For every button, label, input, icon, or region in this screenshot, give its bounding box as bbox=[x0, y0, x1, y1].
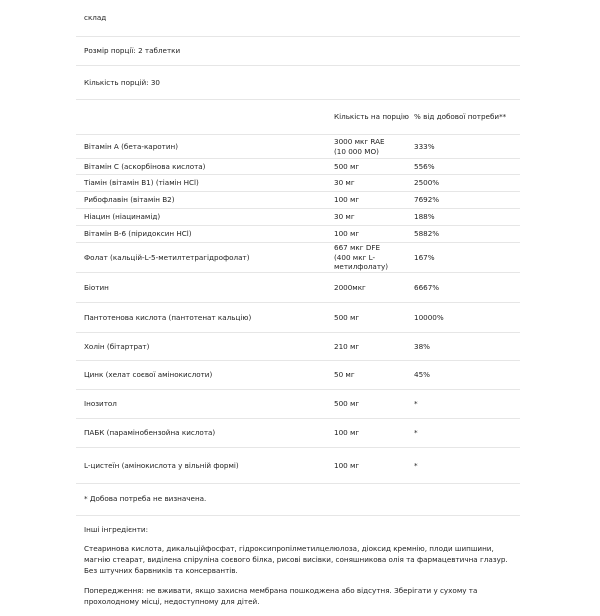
table-row bbox=[76, 192, 520, 209]
table-header-row bbox=[76, 100, 520, 135]
daily-value-cell: 38% bbox=[414, 333, 520, 361]
table-row bbox=[76, 361, 520, 390]
table-row bbox=[76, 303, 520, 333]
table-row bbox=[76, 209, 520, 226]
amount-cell: 100 мг bbox=[334, 192, 414, 209]
daily-value-cell: 333% bbox=[414, 135, 520, 159]
composition-text: склад bbox=[84, 13, 107, 23]
nutrient-name-cell: Тіамін (вітамін В1) (тіамін HCl) bbox=[76, 175, 334, 192]
amount-cell: 3000 мкг RAE (10 000 МО) bbox=[334, 135, 414, 159]
table-row bbox=[76, 159, 520, 175]
nutrient-name-cell: Холін (бітартрат) bbox=[76, 333, 334, 361]
table-row bbox=[76, 448, 520, 483]
table-row bbox=[76, 390, 520, 419]
amount-cell: 2000мкг bbox=[334, 273, 414, 303]
header-name-cell bbox=[76, 100, 334, 135]
nutrient-name-cell: Біотин bbox=[76, 273, 334, 303]
daily-value-cell: 556% bbox=[414, 159, 520, 175]
ingredients-text: Стеаринова кислота, дикальційфосфат, гідроксипропілметилцелюлоза, діоксид кремнію, плоди шипшини, магнію стеарат, виділена спіруліна соєвого білка, рисові висівки, соняшникова олія та фармацевтична глазур. Без штучних барвників та консервантів. bbox=[84, 543, 508, 575]
table-row bbox=[76, 419, 520, 448]
nutrition-table bbox=[76, 99, 520, 483]
table-row bbox=[76, 175, 520, 192]
daily-value-cell: 10000% bbox=[414, 303, 520, 333]
amount-cell: 210 мг bbox=[334, 333, 414, 361]
amount-cell: 667 мкг DFE (400 мкг L- метилфолату) bbox=[334, 243, 414, 273]
amount-cell: 30 мг bbox=[334, 209, 414, 226]
nutrient-name-cell: Рибофлавін (вітамін В2) bbox=[76, 192, 334, 209]
daily-value-note bbox=[76, 483, 520, 515]
header-dv-cell: % від добової потреби** bbox=[414, 100, 520, 135]
amount-cell: 100 мг bbox=[334, 226, 414, 243]
header-amount-cell: Кількість на порцію bbox=[334, 100, 414, 135]
composition-label bbox=[76, 0, 520, 36]
nutrient-name-cell: L-цистеїн (амінокислота у вільній формі) bbox=[76, 448, 334, 483]
nutrient-name-cell: Фолат (кальцій-L-5-метилтетрагідрофолат) bbox=[76, 243, 334, 273]
amount-cell: 100 мг bbox=[334, 419, 414, 448]
nutrient-name-cell: Ніацин (ніацинамід) bbox=[76, 209, 334, 226]
supplement-facts-panel bbox=[76, 0, 520, 616]
daily-value-cell: 45% bbox=[414, 361, 520, 390]
nutrient-name-cell: Вітамін С (аскорбінова кислота) bbox=[76, 159, 334, 175]
amount-cell: 500 мг bbox=[334, 303, 414, 333]
nutrient-name-cell: Пантотенова кислота (пантотенат кальцію) bbox=[76, 303, 334, 333]
daily-value-cell: * bbox=[414, 390, 520, 419]
daily-value-cell: 6667% bbox=[414, 273, 520, 303]
servings-row bbox=[76, 65, 520, 99]
amount-cell: 100 мг bbox=[334, 448, 414, 483]
servings-text: Кількість порцій: 30 bbox=[84, 77, 160, 87]
amount-cell: 500 мг bbox=[334, 159, 414, 175]
nutrient-name-cell: Інозитол bbox=[76, 390, 334, 419]
amount-cell: 500 мг bbox=[334, 390, 414, 419]
ingredients-label: Інші інгредієнти: bbox=[84, 524, 149, 534]
ingredients-section bbox=[76, 515, 520, 608]
nutrient-name-cell: Цинк (хелат соєвої амінокислоти) bbox=[76, 361, 334, 390]
daily-value-cell: * bbox=[414, 448, 520, 483]
table-row bbox=[76, 273, 520, 303]
amount-cell: 30 мг bbox=[334, 175, 414, 192]
daily-value-cell: 2500% bbox=[414, 175, 520, 192]
daily-value-cell: 167% bbox=[414, 243, 520, 273]
daily-value-cell: * bbox=[414, 419, 520, 448]
nutrient-name-cell: Вітамін А (бета-каротин) bbox=[76, 135, 334, 159]
daily-value-cell: 7692% bbox=[414, 192, 520, 209]
warning-text: Попередження: не вживати, якщо захисна мембрана пошкоджена або відсутня. Зберігати у сухому та прохолодному місці, недоступному для дітей. bbox=[84, 586, 478, 607]
table-row bbox=[76, 243, 520, 273]
serving-size-text: Розмір порції: 2 таблетки bbox=[84, 46, 181, 56]
nutrient-name-cell: ПАБК (парамінобензойна кислота) bbox=[76, 419, 334, 448]
nutrient-name-cell: Вітамін В-6 (піридоксин HCl) bbox=[76, 226, 334, 243]
serving-size-row bbox=[76, 36, 520, 65]
table-row bbox=[76, 135, 520, 159]
table-row bbox=[76, 226, 520, 243]
daily-value-note-text: * Добова потреба не визначена. bbox=[84, 494, 207, 504]
amount-cell: 50 мг bbox=[334, 361, 414, 390]
daily-value-cell: 188% bbox=[414, 209, 520, 226]
table-row bbox=[76, 333, 520, 361]
daily-value-cell: 5882% bbox=[414, 226, 520, 243]
